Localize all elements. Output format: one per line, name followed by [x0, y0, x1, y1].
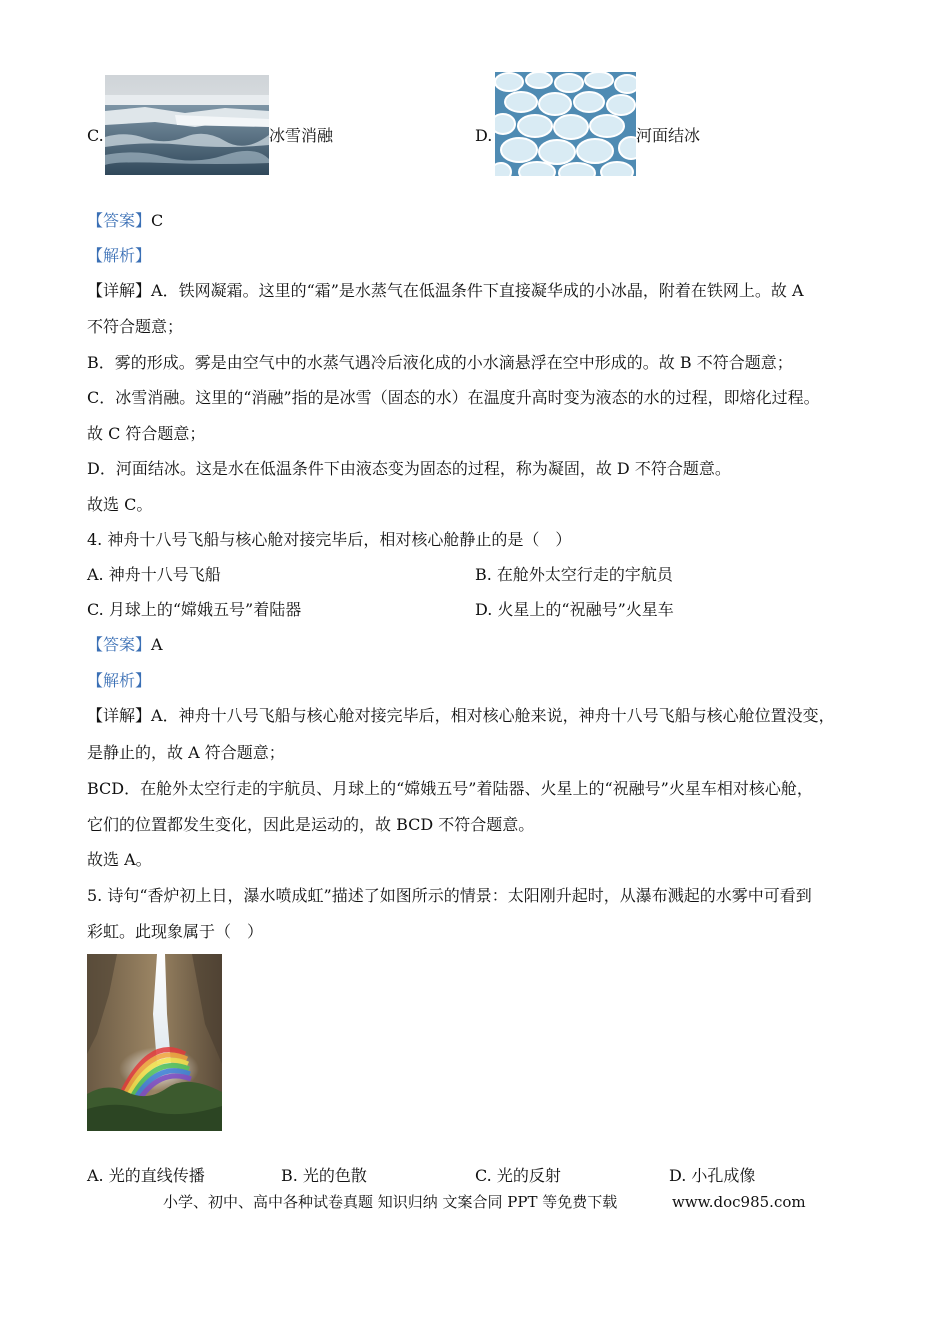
footer-text: 小学、初中、高中各种试卷真题 知识归纳 文案合同 PPT 等免费下载 [163, 1193, 618, 1211]
detail-tag: 【详解】 [87, 281, 152, 300]
q3-detail-a-line2: 不符合题意； [87, 317, 184, 336]
q5-option-a: A. 光的直线传播 [87, 1166, 205, 1185]
option-d-caption: 河面结冰 [636, 126, 701, 145]
option-d-letter: D. [475, 126, 493, 145]
detail-text: A．铁网凝霜。这里的“霜”是水蒸气在低温条件下直接凝华成的小冰晶，附着在铁网上。故 A [151, 281, 804, 300]
detail-tag: 【详解】 [87, 706, 152, 725]
frozen-river-image [495, 72, 636, 176]
q3-detail-c-line1: C．冰雪消融。这里的“消融”指的是冰雪（固态的水）在温度升高时变为液态的水的过程，即熔化过程。 [87, 388, 820, 407]
q3-answer [87, 211, 163, 231]
q3-detail-c-line2: 故 C 符合题意； [87, 424, 206, 443]
q5-option-b: B. 光的色散 [281, 1166, 367, 1185]
q4-stem: 4. 神舟十八号飞船与核心舱对接完毕后，相对核心舱静止的是（ ） [87, 530, 572, 549]
q4-option-b: B. 在舱外太空行走的宇航员 [475, 565, 673, 584]
answer-tag: 【答案】 [87, 211, 152, 230]
q4-answer [87, 635, 163, 655]
q4-option-d: D. 火星上的“祝融号”火星车 [475, 600, 674, 619]
option-c-caption: 冰雪消融 [269, 126, 334, 145]
answer-tag: 【答案】 [87, 635, 152, 654]
waterfall-rainbow-image [87, 954, 222, 1131]
option-c-letter: C. [87, 126, 104, 145]
q5-stem-line2: 彩虹。此现象属于（ ） [87, 922, 264, 941]
q4-detail-line4: 它们的位置都发生变化，因此是运动的，故 BCD 不符合题意。 [87, 815, 535, 834]
q4-detail-line3: BCD．在舱外太空行走的宇航员、月球上的“嫦娥五号”着陆器、火星上的“祝融号”火星车相对核心舱， [87, 779, 813, 798]
q3-detail-a-line1 [87, 281, 804, 301]
q3-detail-d: D．河面结冰。这是水在低温条件下由液态变为固态的过程，称为凝固，故 D 不符合题意。 [87, 459, 731, 478]
q5-option-d: D. 小孔成像 [669, 1166, 756, 1185]
q3-detail-b: B．雾的形成。雾是由空气中的水蒸气遇冷后液化成的小水滴悬浮在空中形成的。故 B 不符合题意； [87, 353, 793, 372]
q5-option-c: C. 光的反射 [475, 1166, 561, 1185]
q5-stem-line1: 5. 诗句“香炉初上日，瀑水喷成虹”描述了如图所示的情景：太阳刚升起时，从瀑布溅起的水雾中可看到 [87, 886, 812, 905]
q4-option-c: C. 月球上的“嫦娥五号”着陆器 [87, 600, 302, 619]
q3-analysis-tag: 【解析】 [87, 246, 152, 265]
footer-url[interactable]: www.doc985.com [672, 1193, 806, 1211]
q4-detail-line1 [87, 706, 835, 726]
detail-text: A．神舟十八号飞船与核心舱对接完毕后，相对核心舱来说，神舟十八号飞船与核心舱位置没变， [151, 706, 835, 725]
answer-value: C [151, 211, 164, 230]
q4-conclusion: 故选 A。 [87, 850, 152, 869]
q4-detail-line2: 是静止的，故 A 符合题意； [87, 743, 285, 762]
q4-option-a: A. 神舟十八号飞船 [87, 565, 221, 584]
answer-value: A [151, 635, 163, 654]
q4-analysis-tag: 【解析】 [87, 671, 152, 690]
ice-melting-image [105, 75, 269, 175]
q3-conclusion: 故选 C。 [87, 495, 153, 514]
